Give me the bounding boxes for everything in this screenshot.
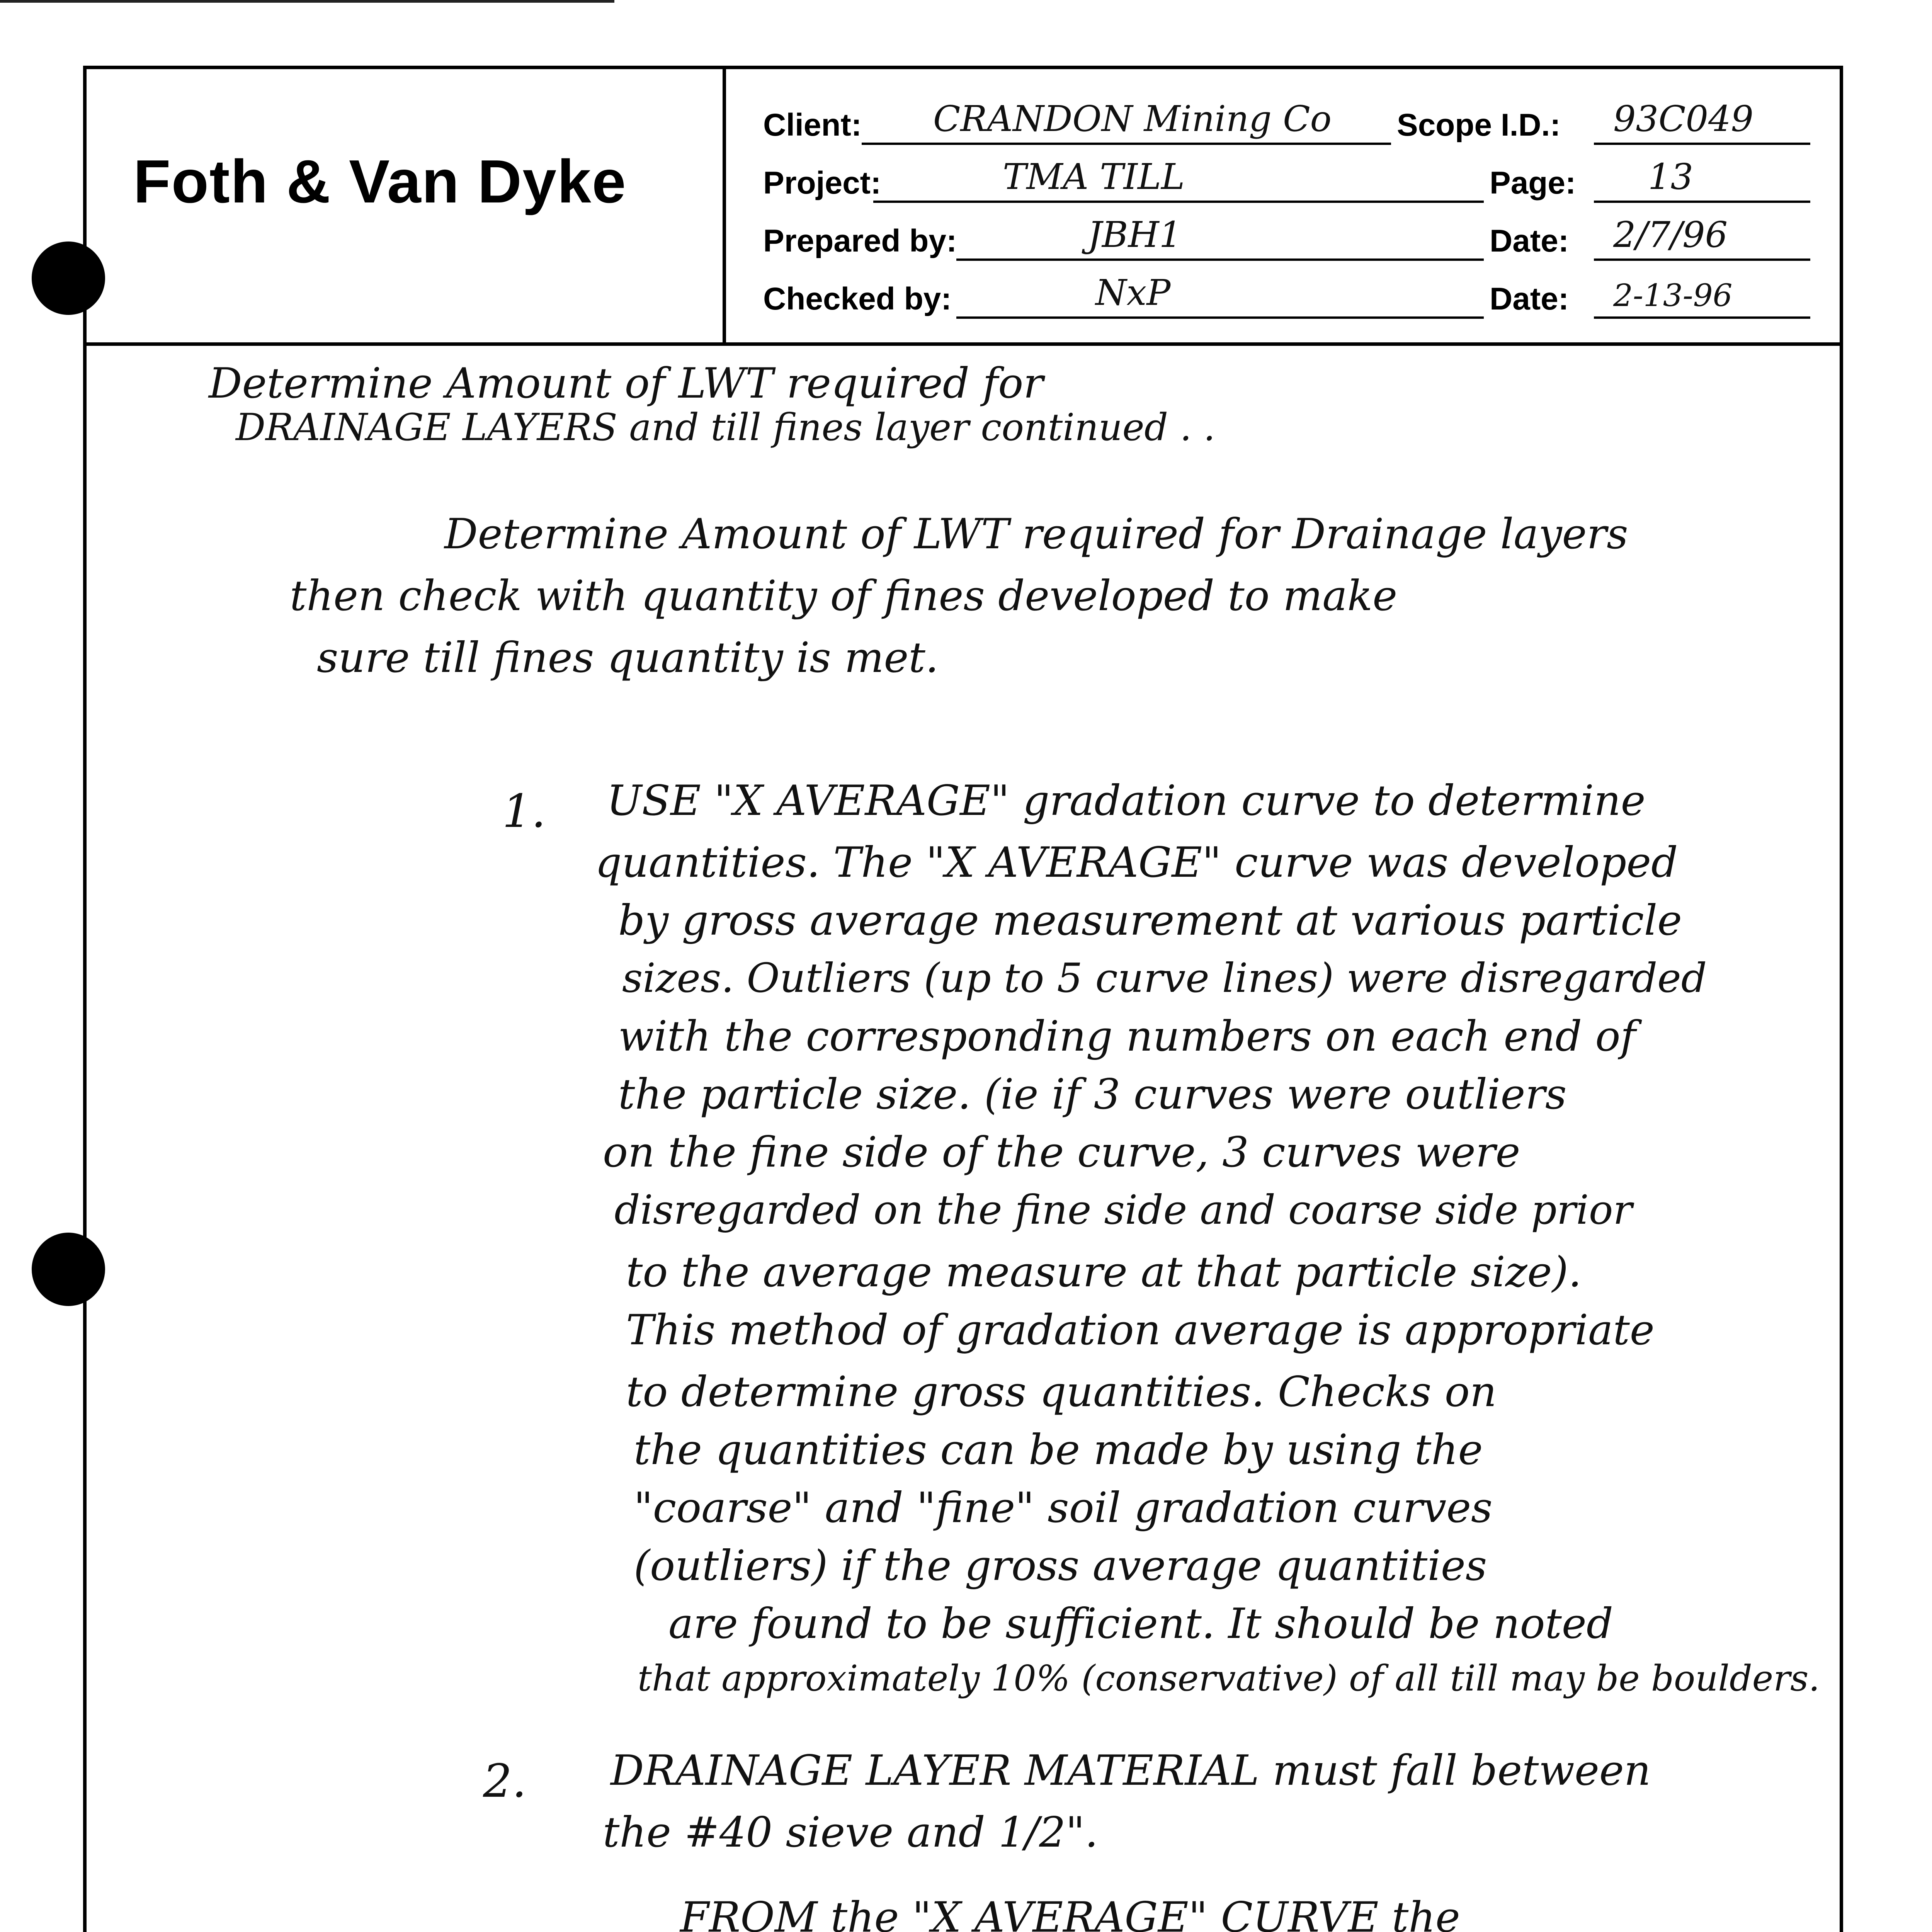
item2-line: the #40 sieve and 1/2". xyxy=(603,1808,1098,1857)
top-rule xyxy=(0,0,614,3)
item1-line: sizes. Outliers (up to 5 curve lines) were disregarded xyxy=(622,954,1707,1002)
item1-line: to the average measure at that particle size). xyxy=(626,1248,1582,1296)
checked-line xyxy=(956,316,1484,319)
item2-line: DRAINAGE LAYER MATERIAL must fall between xyxy=(611,1747,1651,1795)
intro-line: sure till fines quantity is met. xyxy=(317,634,939,682)
page-value: 13 xyxy=(1648,156,1694,197)
prepared-row xyxy=(763,211,1830,265)
project-line xyxy=(873,201,1484,203)
client-value: CRANDON Mining Co xyxy=(933,98,1332,139)
form-header xyxy=(83,66,1843,346)
title-line: DRAINAGE LAYERS and till fines layer continued . . xyxy=(236,406,1216,449)
prepared-date-value: 2/7/96 xyxy=(1613,214,1728,255)
checked-date-label: Date: xyxy=(1490,281,1569,316)
item-number: 2. xyxy=(483,1754,527,1808)
title-line: Determine Amount of LWT required for xyxy=(209,359,1043,408)
item1-line: by gross average measurement at various particle xyxy=(618,896,1682,945)
intro-line: Determine Amount of LWT required for Drainage layers xyxy=(444,510,1628,558)
client-row xyxy=(763,95,1830,149)
scope-label: Scope I.D.: xyxy=(1397,107,1561,143)
checked-value: NxP xyxy=(1095,272,1171,313)
item1-line: that approximately 10% (conservative) of all till may be boulders. xyxy=(638,1658,1820,1699)
project-label: Project: xyxy=(763,165,881,201)
checked-row xyxy=(763,269,1830,323)
checked-date-line xyxy=(1594,316,1810,319)
item1-line: with the corresponding numbers on each end of xyxy=(618,1012,1636,1061)
item1-line: on the fine side of the curve, 3 curves were xyxy=(603,1128,1520,1177)
item1-line: the particle size. (ie if 3 curves were outliers xyxy=(618,1070,1567,1119)
item1-line: "coarse" and "fine" soil gradation curves xyxy=(634,1484,1493,1532)
item1-line: disregarded on the fine side and coarse side prior xyxy=(614,1186,1633,1233)
project-value: TMA TILL xyxy=(1003,156,1185,197)
scope-line xyxy=(1594,143,1810,145)
from-line: FROM the "X AVERAGE" CURVE the xyxy=(680,1893,1460,1932)
page-label: Page: xyxy=(1490,165,1576,201)
prepared-date-label: Date: xyxy=(1490,223,1569,259)
item1-line: to determine gross quantities. Checks on xyxy=(626,1368,1497,1416)
prepared-date-line xyxy=(1594,259,1810,261)
item1-line: (outliers) if the gross average quantities xyxy=(634,1542,1487,1590)
item1-line: quantities. The "X AVERAGE" curve was developed xyxy=(595,838,1678,887)
item1-line: the quantities can be made by using the xyxy=(634,1426,1483,1474)
prepared-value: JBH1 xyxy=(1088,214,1182,255)
client-label: Client: xyxy=(763,107,862,143)
prepared-line xyxy=(956,259,1484,261)
page-line xyxy=(1594,201,1810,203)
intro-line: then check with quantity of fines developed to make xyxy=(290,572,1398,620)
scope-value: 93C049 xyxy=(1613,98,1754,139)
item1-line: This method of gradation average is appropriate xyxy=(626,1306,1655,1354)
prepared-label: Prepared by: xyxy=(763,223,957,259)
checked-label: Checked by: xyxy=(763,281,952,316)
client-line xyxy=(862,143,1391,145)
item-number: 1. xyxy=(502,784,546,838)
header-divider xyxy=(723,66,726,346)
item1-line: are found to be sufficient. It should be noted xyxy=(668,1600,1613,1648)
checked-date-value: 2-13-96 xyxy=(1613,277,1733,313)
company-name: Foth & Van Dyke xyxy=(133,148,627,216)
project-row xyxy=(763,153,1830,207)
item1-line: USE "X AVERAGE" gradation curve to determine xyxy=(607,777,1646,825)
